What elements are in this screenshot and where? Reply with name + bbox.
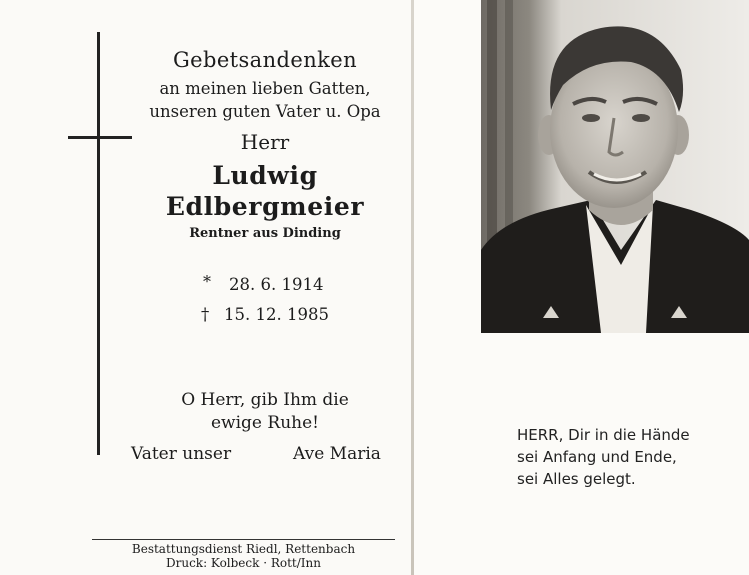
prayer-vater-unser: Vater unser bbox=[131, 444, 232, 464]
prayer-ave-maria: Ave Maria bbox=[293, 444, 381, 464]
portrait-photo bbox=[481, 0, 749, 333]
card-heading: Gebetsandenken bbox=[172, 48, 357, 72]
cross-icon-horizontal bbox=[68, 136, 132, 139]
birth-symbol: * bbox=[203, 272, 211, 291]
cross-icon-vertical bbox=[97, 32, 100, 455]
birth-date: 28. 6. 1914 bbox=[229, 275, 324, 294]
verse-line-1: HERR, Dir in die Hände bbox=[517, 426, 690, 444]
first-name: Ludwig bbox=[212, 161, 318, 190]
prayer-line-1: O Herr, gib Ihm die bbox=[181, 390, 349, 410]
prayer-line-2: ewige Ruhe! bbox=[211, 413, 319, 433]
salutation: Herr bbox=[240, 130, 290, 154]
verse-line-2: sei Anfang und Ende, bbox=[517, 448, 677, 466]
last-name: Edlbergmeier bbox=[165, 192, 365, 221]
card-fold bbox=[411, 0, 414, 575]
dedication-line-2: unseren guten Vater u. Opa bbox=[149, 102, 381, 121]
occupation: Rentner aus Dinding bbox=[189, 226, 341, 241]
footer-printer: Druck: Kolbeck · Rott/Inn bbox=[165, 556, 321, 570]
verse-line-3: sei Alles gelegt. bbox=[517, 470, 636, 488]
death-symbol: † bbox=[201, 305, 210, 324]
footer-funeral-service: Bestattungsdienst Riedl, Rettenbach bbox=[131, 542, 356, 556]
dedication-line-1: an meinen lieben Gatten, bbox=[159, 79, 371, 98]
footer-divider bbox=[92, 539, 395, 540]
death-date: 15. 12. 1985 bbox=[224, 305, 329, 324]
